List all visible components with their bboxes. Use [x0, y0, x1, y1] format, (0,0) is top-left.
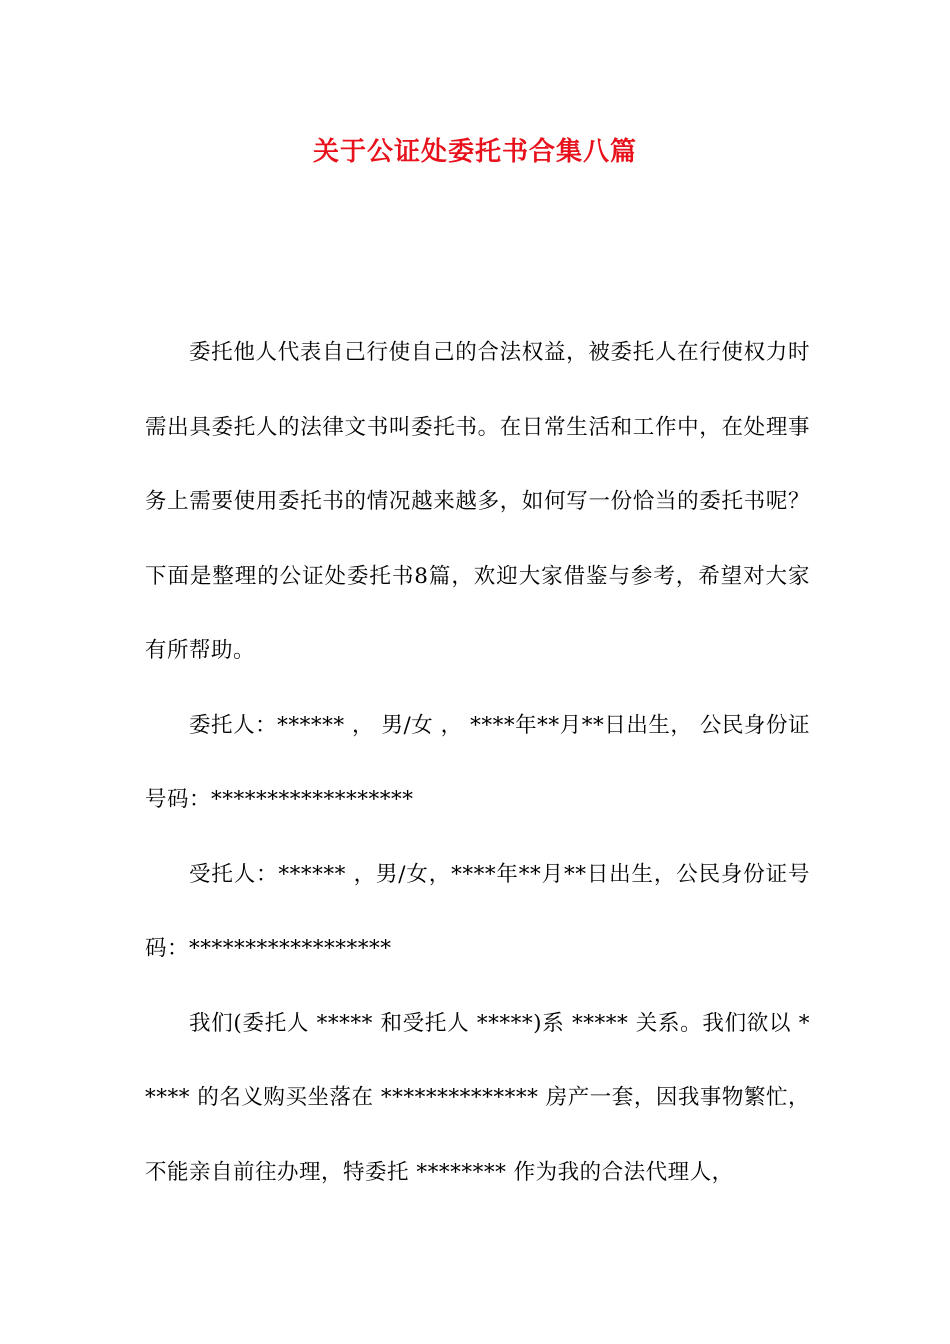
paragraph-relationship: 我们(委托人 ***** 和受托人 *****)系 ***** 关系。我们欲以 ***** 的名义购买坐落在 ************** 房产一套，因我事物繁忙，不能亲自前往办理，特委托 ******** 作为我的合法代理人，: [145, 1010, 810, 1185]
paragraph-principal: 委托人：****** ， 男/女 ， ****年**月**日出生， 公民身份证号码：******************: [145, 712, 810, 812]
document-body: [145, 316, 810, 1210]
document-title: 关于公证处委托书合集八篇: [312, 137, 637, 167]
paragraph-agent: 受托人：****** ，男/女，****年**月**日出生，公民身份证号码：******************: [145, 861, 810, 961]
paragraph-intro: 委托他人代表自己行使自己的合法权益，被委托人在行使权力时需出具委托人的法律文书叫委托书。在日常生活和工作中，在处理事务上需要使用委托书的情况越来越多，如何写一份恰当的委托书呢？下面是整理的公证处委托书8篇，欢迎大家借鉴与参考，希望对大家有所帮助。: [145, 340, 810, 663]
